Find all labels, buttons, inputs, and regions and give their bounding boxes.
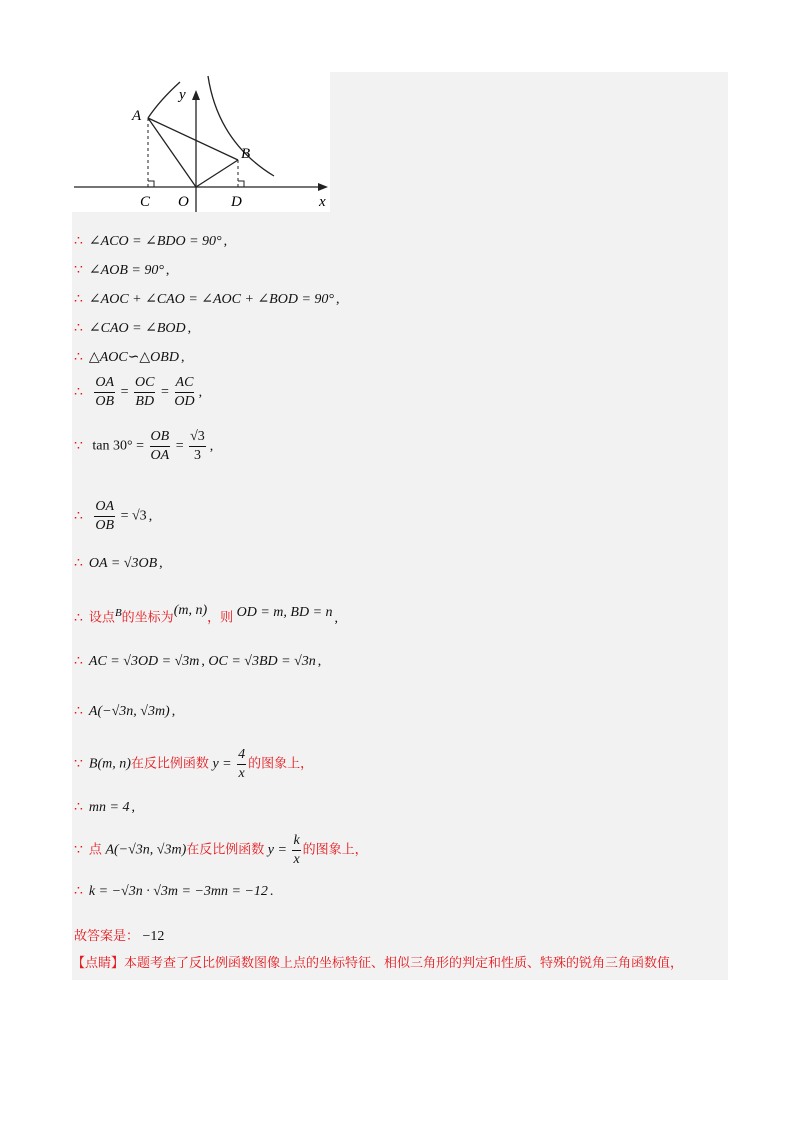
therefore-symbol: ∴ [74,799,83,815]
therefore-symbol: ∴ [74,291,83,307]
step-15: ∵ 点 A(−√3n, √3m)在反比例函数 y = $\frac{k}{x}$ 的图象上， [74,833,368,867]
therefore-symbol: ∴ [74,703,83,719]
therefore-symbol: ∴ [74,233,83,249]
step-9: ∴ OA = √3OB , [74,555,163,571]
right-angle-c [148,181,154,187]
because-symbol: ∵ [74,437,83,454]
segment-ab [148,118,238,160]
therefore-symbol: ∴ [74,349,83,365]
answer-value: −12 [142,929,165,944]
fraction-k-over-x: $\frac{k}{x}$ [293,833,300,867]
therefore-symbol: ∴ [74,883,83,899]
step-11: ∴ AC = √3OD = √3m , OC = √3BD = √3n , [74,653,322,669]
fraction-oc-bd: $\frac{OC}{BD}$ [135,375,155,409]
therefore-symbol: ∴ [74,383,83,400]
answer-line [74,930,164,944]
comment-text: 本题考查了反比例函数图像上点的坐标特征、相似三角形的判定和性质、特殊的锐角三角函数值， [124,956,684,971]
segment-ob [196,160,238,187]
hyperbola-branch-left [148,82,180,118]
step-6: ∴ $\frac{OA}{OB}$ = $\frac{OC}{BD}$ = $\frac{AC}{OD}$ , [74,375,203,409]
label-a: A [132,108,142,124]
therefore-symbol: ∴ [74,653,83,669]
step-14: ∴ mn = 4 , [74,799,135,815]
therefore-symbol: ∴ [74,555,83,571]
comment-tag: 【点睛】 [72,956,125,971]
step-12: ∴ A(−√3n, √3m) , [74,703,176,719]
label-c: C [140,194,151,210]
segment-ao [148,118,196,187]
step-16: ∴ k = −√3n · √3m = −3mn = −12 . [74,883,274,899]
geometry-figure [72,72,330,212]
therefore-symbol: ∴ [74,507,83,524]
therefore-symbol: ∴ [74,609,83,626]
step-8: ∴ $\frac{OA}{OB}$ = √3 , [74,499,153,533]
step-1: ∴ ∠ACO = ∠BDO = 90° , [74,233,228,249]
fraction-oa-ob-2: $\frac{OA}{OB}$ [95,499,115,533]
step-7: ∵ tan 30° = $\frac{OB}{OA}$ = $\frac{√3}{3}$ , [74,429,214,463]
fraction-ac-od: $\frac{AC}{OD}$ [174,375,195,409]
step-10: ∴ 设点$^B$的坐标为(m, n)，则 OD = m, BD = n , [74,602,339,626]
because-symbol: ∵ [74,841,83,858]
label-b: B [241,146,251,162]
step-13: ∵ B(m, n)在反比例函数 y = $\frac{4}{x}$ 的图象上， [74,747,314,781]
label-x: x [319,194,326,210]
step-4: ∴ ∠CAO = ∠BOD , [74,320,192,336]
label-o: O [178,194,189,210]
label-y: y [179,87,186,103]
fraction-root3-over-3: $\frac{√3}{3}$ [190,429,205,463]
step-3: ∴ ∠AOC + ∠CAO = ∠AOC + ∠BOD = 90° , [74,291,340,307]
x-axis-arrow [318,183,328,191]
answer-label: 故答案是： [74,929,140,944]
fraction-ob-oa: $\frac{OB}{OA}$ [150,429,170,463]
step-5: ∴ △AOC∽△OBD , [74,349,185,365]
step-2: ∵ ∠AOB = 90° , [74,262,170,278]
because-symbol: ∵ [74,262,83,278]
therefore-symbol: ∴ [74,320,83,336]
right-angle-d [238,181,244,187]
because-symbol: ∵ [74,755,83,772]
fraction-4-over-x: $\frac{4}{x}$ [238,747,246,781]
label-d: D [231,194,242,210]
fraction-oa-ob: $\frac{OA}{OB}$ [95,375,115,409]
y-axis-arrow [192,90,200,100]
comment-line [72,956,683,970]
